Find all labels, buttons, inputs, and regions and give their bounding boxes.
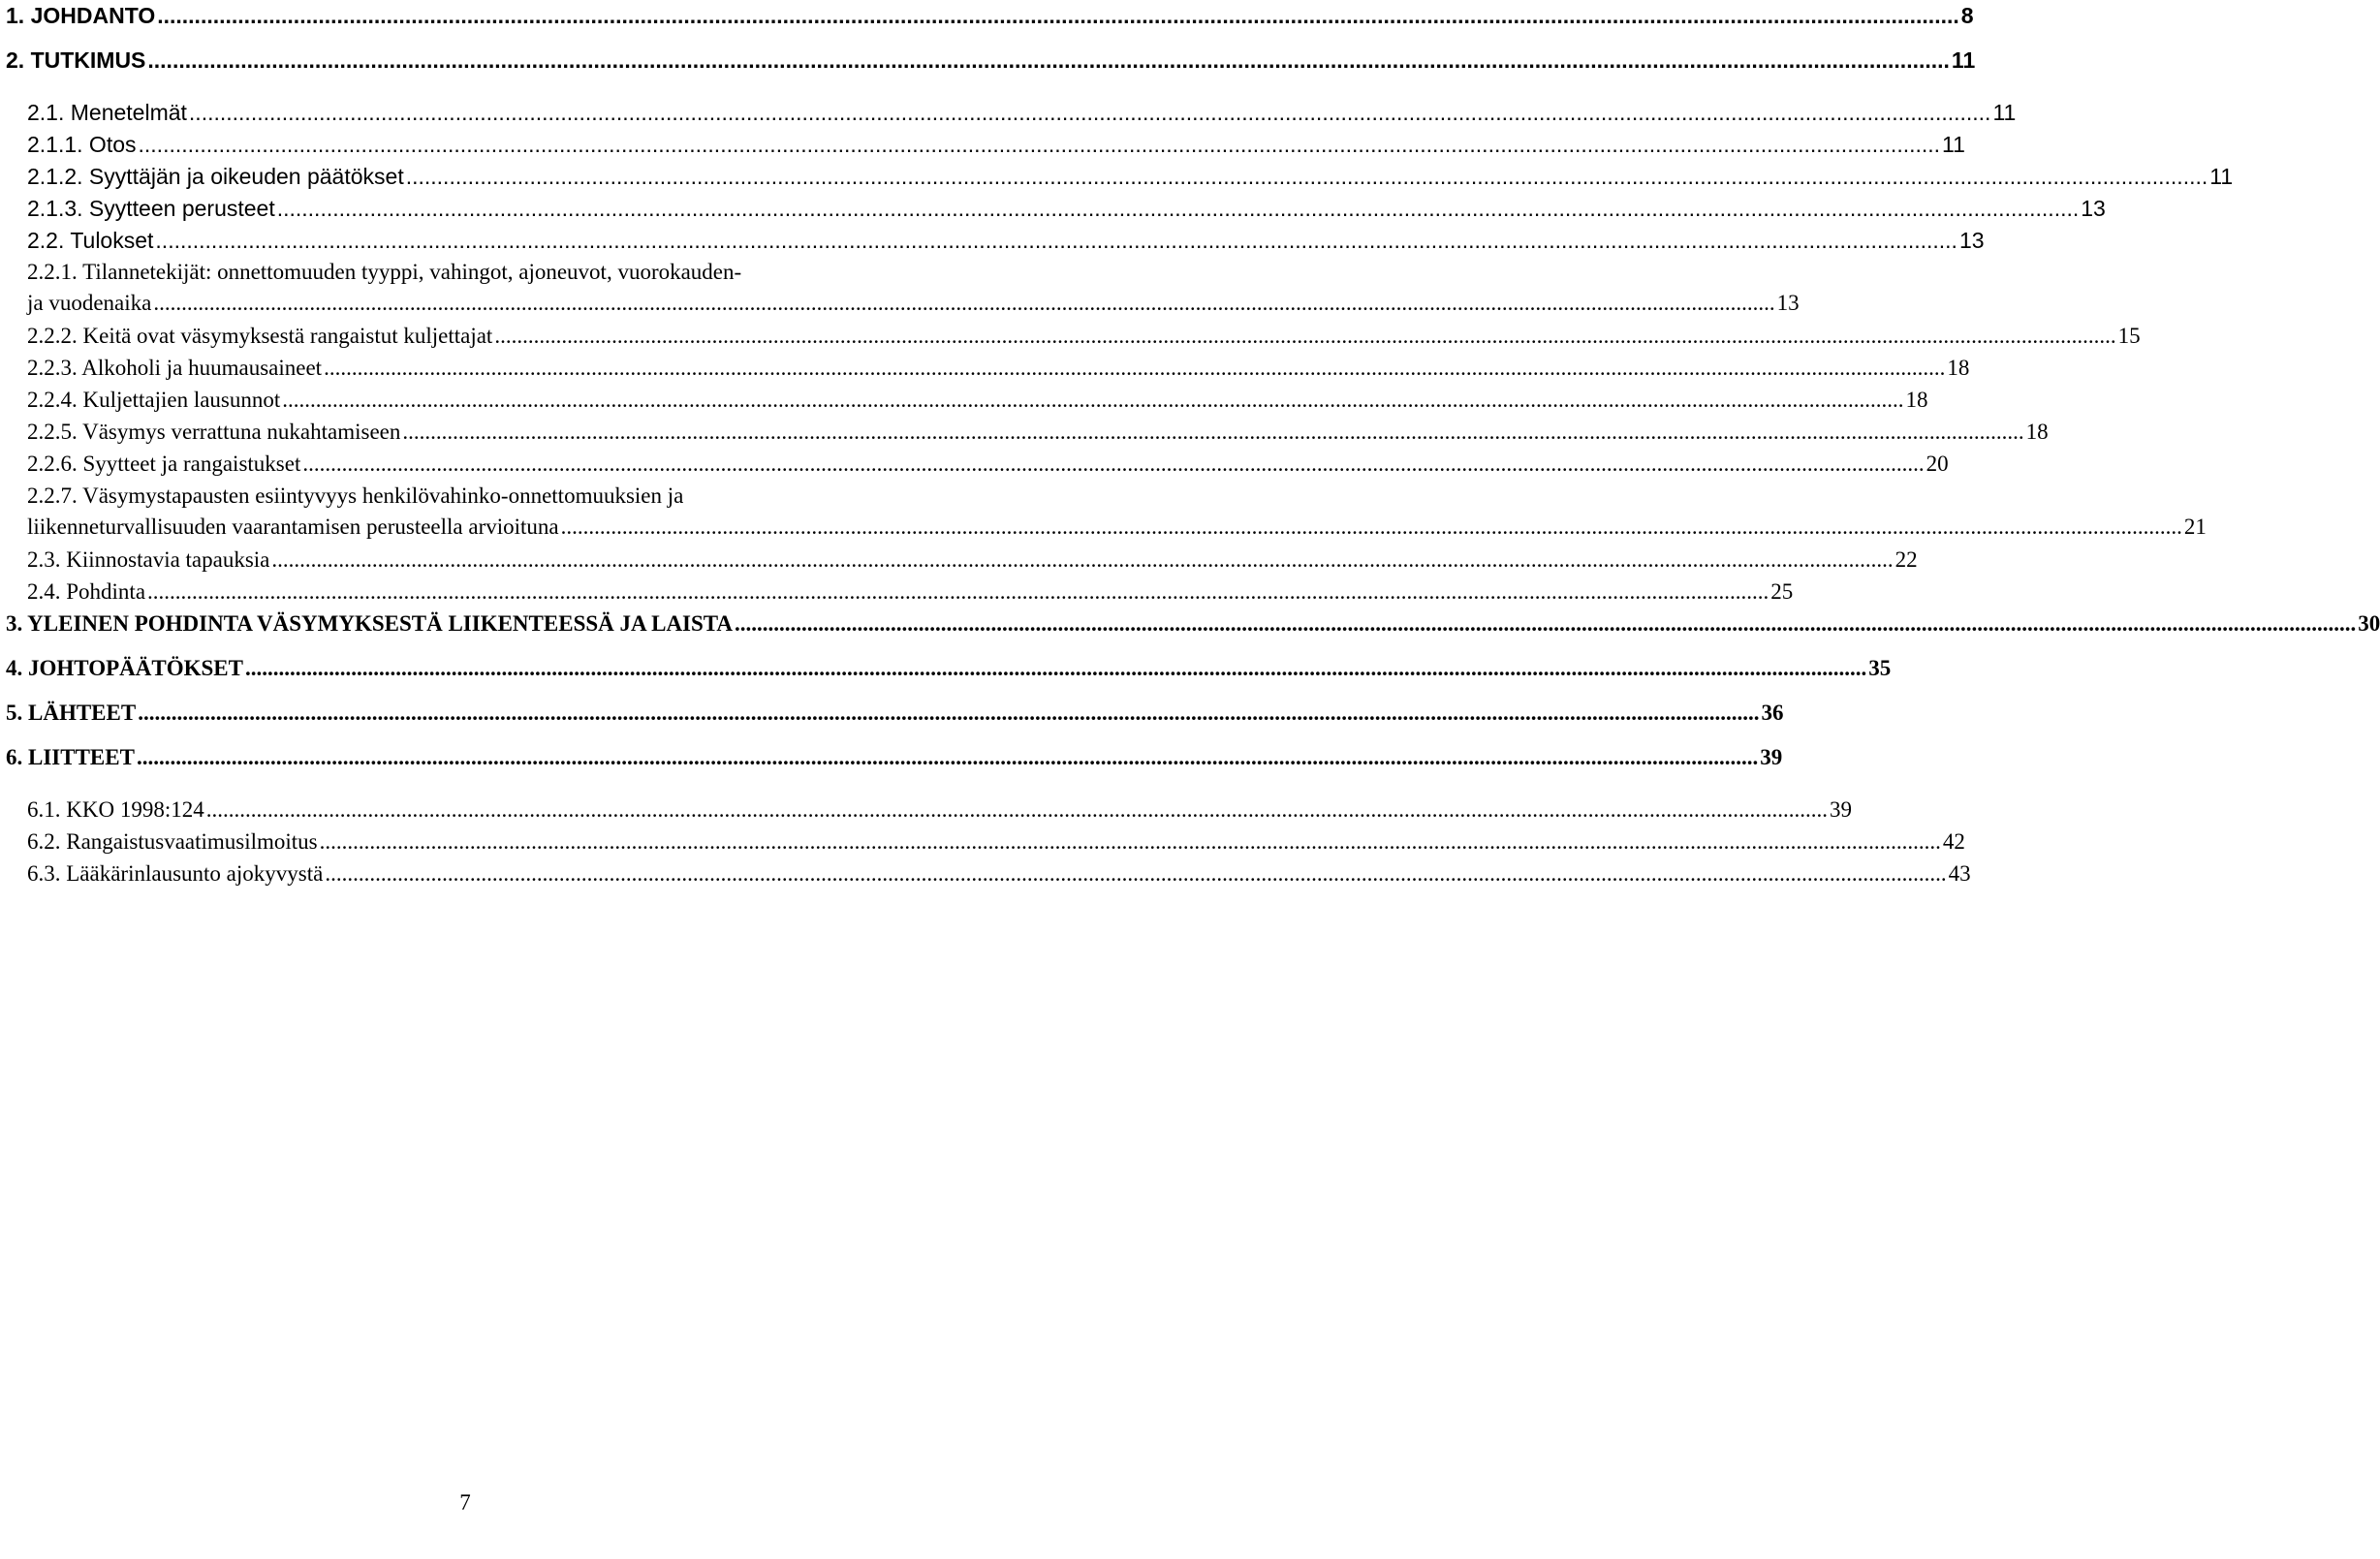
toc-entry: [6, 826, 1965, 858]
dot-leader: [189, 97, 1991, 128]
dot-leader: [561, 512, 2182, 543]
toc-entry-line: [6, 225, 1985, 256]
toc-entry-title-line: 2.2.7. Väsymystapausten esiintyvyys henkilövahinko-onnettomuuksien ja: [27, 483, 684, 508]
toc-entry-page: 13: [1958, 228, 1985, 253]
dot-leader: [139, 129, 1941, 160]
toc-entry-line: [6, 826, 1965, 857]
toc-entry: [6, 225, 1985, 257]
toc-entry-line: [6, 129, 1965, 160]
dot-leader: [155, 225, 1957, 256]
toc-entry-page: 22: [1895, 547, 1918, 572]
dot-leader: [494, 321, 2115, 352]
page-number: 7: [459, 1490, 471, 1514]
toc-entry-line: [6, 608, 2380, 639]
toc-entry-page: 13: [1776, 291, 1800, 315]
toc-entry-title: 2.4. Pohdinta: [27, 579, 146, 604]
dot-leader: [245, 653, 1866, 684]
toc-entry-line: [6, 795, 1852, 826]
dot-leader: [302, 449, 1924, 480]
toc-entry: [6, 385, 1928, 417]
toc-entry-title: 3. YLEINEN POHDINTA VÄSYMYKSESTÄ LIIKENTEESSÄ JA LAISTA: [6, 611, 734, 636]
toc-entry-line: [6, 653, 1892, 684]
toc-entry: [6, 257, 1800, 321]
toc-entry-title: 2.2. Tulokset: [27, 228, 154, 253]
toc-entry-line: [6, 449, 1949, 480]
toc-entry: [6, 193, 2106, 225]
toc-entry-page: 11: [2209, 164, 2234, 189]
toc-entry-title: 2.2.3. Alkoholi ja huumausaineet: [27, 356, 323, 380]
toc-entry-page: 11: [1942, 132, 1965, 157]
toc-entry-title: 2. TUTKIMUS: [6, 47, 146, 73]
dot-leader: [206, 795, 1828, 826]
toc-entry-line: [6, 193, 2106, 224]
toc-entry: [6, 858, 1971, 890]
toc-entry-title: 1. JOHDANTO: [6, 3, 156, 28]
toc-entry-title-line: 2.2.1. Tilannetekijät: onnettomuuden tyyppi, vahingot, ajoneuvot, vuorokauden-: [27, 260, 742, 284]
toc-entry: [6, 321, 2141, 353]
toc-entry-page: 43: [1948, 861, 1971, 886]
toc-entry: [6, 481, 2207, 545]
dot-leader: [147, 45, 1950, 76]
toc-entry: [6, 45, 1976, 89]
toc-entry: [6, 545, 1918, 577]
toc-entry-title: 5. LÄHTEET: [6, 701, 137, 725]
dot-leader: [271, 545, 1893, 576]
table-of-contents: [6, 0, 2380, 890]
dot-leader: [138, 698, 1759, 729]
toc-entry-title: 2.1.1. Otos: [27, 132, 137, 157]
toc-entry-title: 2.1. Menetelmät: [27, 100, 187, 125]
toc-entry-title: 6.2. Rangaistusvaatimusilmoitus: [27, 829, 318, 854]
toc-entry-title: 2.2.2. Keitä ovat väsymyksestä rangaistut kuljettajat: [27, 324, 493, 348]
toc-entry-line: [6, 385, 1928, 416]
toc-entry: [6, 577, 1794, 608]
toc-entry-title: 2.1.2. Syyttäjän ja oikeuden päätökset: [27, 164, 404, 189]
toc-entry-title: 6.3. Lääkärinlausunto ajokyvystä: [27, 861, 324, 886]
toc-entry-title: ja vuodenaika: [27, 291, 152, 315]
toc-entry-title: 2.2.5. Väsymys verrattuna nukahtamiseen: [27, 420, 401, 444]
toc-entry-page: 30: [2358, 611, 2380, 636]
dot-leader: [147, 577, 1769, 608]
toc-entry: [6, 353, 1970, 385]
toc-entry-page: 11: [1951, 47, 1976, 73]
toc-entry-line: [6, 698, 1784, 729]
toc-entry-page: 13: [2081, 196, 2106, 221]
toc-entry-line: [6, 353, 1970, 384]
dot-leader: [735, 608, 2356, 639]
toc-entry: [6, 0, 1974, 45]
toc-entry-line: [6, 512, 2207, 543]
toc-entry-line: [6, 161, 2234, 192]
toc-entry: [6, 161, 2234, 193]
toc-entry-line: [6, 545, 1918, 576]
toc-entry-page: 35: [1868, 656, 1892, 680]
dot-leader: [325, 858, 1946, 889]
toc-entry-line: [6, 321, 2141, 352]
toc-entry: [6, 653, 1892, 698]
toc-entry: [6, 129, 1965, 161]
toc-entry-title: liikenneturvallisuuden vaarantamisen perusteella arvioituna: [27, 514, 559, 539]
toc-entry-page: 39: [1760, 745, 1783, 769]
toc-entry-line: [6, 417, 2049, 448]
dot-leader: [402, 417, 2023, 448]
toc-entry-title: 2.2.4. Kuljettajien lausunnot: [27, 388, 281, 412]
toc-entry-title: 2.2.6. Syytteet ja rangaistukset: [27, 452, 301, 476]
toc-entry: [6, 795, 1852, 826]
toc-entry-line: [6, 288, 1800, 319]
toc-entry-page: 18: [1947, 356, 1970, 380]
toc-entry-page: 8: [1960, 3, 1974, 28]
toc-entry-title: 6.1. KKO 1998:124: [27, 797, 204, 822]
toc-entry-line: [6, 742, 1783, 773]
dot-leader: [320, 826, 1941, 857]
toc-entry: [6, 698, 1784, 742]
dot-leader: [282, 385, 1903, 416]
dot-leader: [277, 193, 2080, 224]
toc-entry-title: 6. LIITTEET: [6, 745, 135, 769]
toc-entry: [6, 608, 2380, 653]
toc-entry-line: [6, 858, 1971, 889]
toc-entry-page: 11: [1992, 100, 2017, 125]
toc-entry-page: 18: [1905, 388, 1928, 412]
toc-entry-page: 21: [2183, 514, 2207, 539]
dot-leader: [137, 742, 1758, 773]
toc-entry-page: 42: [1942, 829, 1965, 854]
toc-entry-line: [6, 45, 1976, 76]
toc-entry: [6, 449, 1949, 481]
toc-entry-line: [6, 97, 2017, 128]
toc-entry-page: 20: [1926, 452, 1949, 476]
toc-entry-page: 36: [1761, 701, 1784, 725]
toc-entry-title: 2.1.3. Syytteen perusteet: [27, 196, 275, 221]
toc-entry-page: 15: [2117, 324, 2141, 348]
dot-leader: [153, 288, 1774, 319]
toc-entry-title: 4. JOHTOPÄÄTÖKSET: [6, 656, 243, 680]
dot-leader: [406, 161, 2208, 192]
toc-entry-page: 39: [1829, 797, 1852, 822]
toc-entry: [6, 742, 1783, 787]
toc-entry-line: [6, 0, 1974, 31]
toc-entry-line: [6, 577, 1794, 608]
dot-leader: [157, 0, 1959, 31]
toc-entry-page: 18: [2025, 420, 2049, 444]
toc-entry: [6, 417, 2049, 449]
dot-leader: [324, 353, 1945, 384]
toc-entry: [6, 97, 2017, 129]
toc-entry-title: 2.3. Kiinnostavia tapauksia: [27, 547, 270, 572]
toc-entry-page: 25: [1770, 579, 1794, 604]
